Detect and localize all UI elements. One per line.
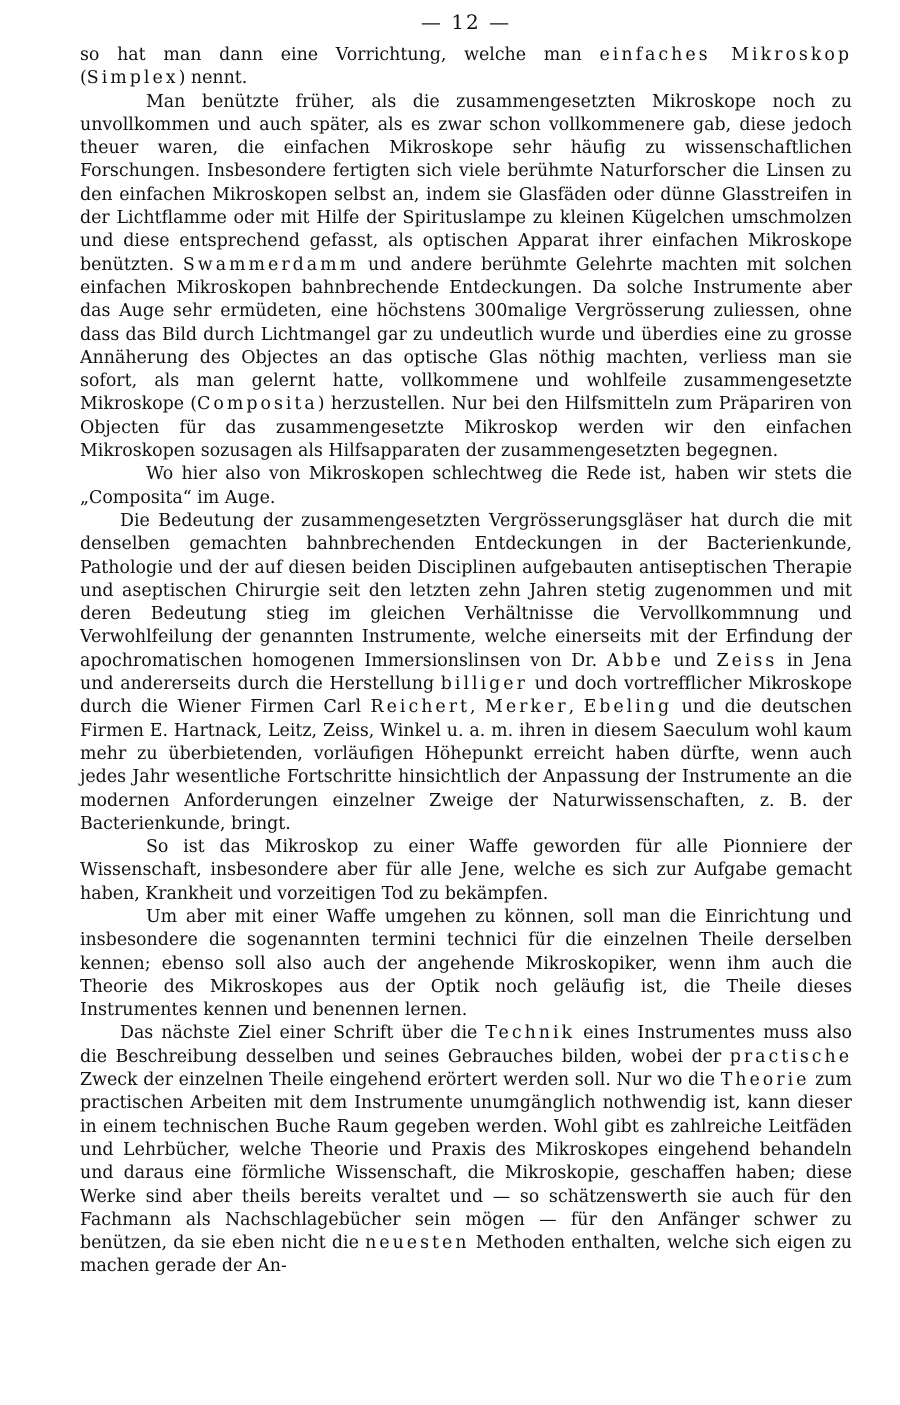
spaced-emphasis: Reichert — [370, 697, 471, 718]
spaced-emphasis: Merker — [485, 697, 569, 718]
paragraph-significance: Die Bedeutung der zusammengesetzten Vergrösserungsgläser hat durch die mit denselben gemachten bahnbrechenden Entdeckungen in der Bacterienkunde, Pathologie und der auf diesen beiden Disciplinen aufgebauten antiseptischen Therapie und aseptischen Chirurgie seit den letzten zehn Jahren stetig zugenommen und mit deren Bedeutung stieg im gleichen Verhältnisse die Vervollkommnung und Verwohlfeilung der genannten Instrumente, welche einerseits mit der Erfindung der apochromatischen homogenen Immersionslinsen von Dr. Abbe und Zeiss in Jena und andererseits durch die Herstellung billiger und doch vortrefflicher Mikroskope durch die Wiener Firmen Carl Reichert, Merker, Ebeling und die deutschen Firmen E. Hartnack, Leitz, Zeiss, Winkel u. a. m. ihren in diesem Saeculum wohl kaum mehr zu überbietenden, vorläufigen Höhepunkt erreicht haben dürfte, wenn auch jedes Jahr wesentliche Fortschritte hinsichtlich der Anpassung der Instrumente an die modernen Anforderungen einzelner Zweige der Naturwissenschaften, z. B. der Bacterienkunde, bringt. — [80, 510, 853, 834]
spaced-emphasis: Abbe — [606, 650, 664, 671]
spaced-emphasis: Simplex — [86, 68, 179, 89]
paragraph-continuation: so hat man dann eine Vorrichtung, welche man einfaches Mikroskop (Simplex) nennt. — [80, 45, 852, 89]
spaced-emphasis: Ebeling — [583, 697, 673, 718]
spaced-emphasis: einfaches Mikroskop — [599, 45, 852, 65]
spaced-emphasis: billiger — [440, 674, 528, 695]
paragraph-weapon: So ist das Mikroskop zu einer Waffe geworden für alle Pionniere der Wissenschaft, insbesondere aber für alle Jene, welche es sich zur Aufgabe gemacht haben, Krankheit und vorzeitigen Tod zu bekämpfen. — [80, 837, 852, 904]
spaced-emphasis: neuesten — [365, 1233, 470, 1254]
spaced-emphasis: Technik — [485, 1023, 576, 1044]
spaced-emphasis: Zeiss — [716, 650, 778, 671]
paragraph-goal-of-writing: Das nächste Ziel einer Schrift über die Technik eines Instrumentes muss also die Beschreibung desselben und seines Gebrauches bilden, wobei der practische Zweck der einzelnen Theile eingehend erörtert werden soll. Nur wo die Theorie zum practischen Arbeiten mit dem Instrumente unumgänglich nothwendig ist, kann dieser in einem technischen Buche Raum gegeben werden. Wohl gibt es zahlreiche Leitfäden und Lehrbücher, welche Theorie und Praxis des Mikroskopes eingehend behandeln und daraus eine förmliche Wissenschaft, die Mikroskopie, geschaffen haben; diese Werke sind aber theils bereits veraltet und — so schätzenswerth sie auch für den Fachmann als Nachschlagebücher sein mögen — für den Anfänger schwer zu benützen, da sie eben nicht die neuesten Methoden enthalten, welche sich eigen zu machen gerade der An- — [80, 1023, 852, 1277]
paragraph-composita-note: Wo hier also von Mikroskopen schlechtweg die Rede ist, haben wir stets die „Composita“ im Auge. — [80, 464, 852, 508]
spaced-emphasis: practische — [729, 1046, 852, 1067]
spaced-emphasis: Theorie — [720, 1070, 810, 1091]
spaced-emphasis: Composita — [197, 394, 318, 415]
page-number: — 12 — — [420, 10, 512, 34]
spaced-emphasis: Swammerdamm — [182, 254, 360, 275]
paragraph-simple-microscopes-history: Man benützte früher, als die zusammengesetzten Mikroskope noch zu unvollkommen und auch später, als es zwar schon vollkommenere gab, diese jedoch theuer waren, die einfachen Mikroskope sehr häufig zu wissenschaftlichen Forschungen. Insbesondere fertigten sich viele berühmte Naturforscher die Linsen zu den einfachen Mikroskopen selbst an, indem sie Glasfäden oder dünne Glasstreifen in der Lichtflamme oder mit Hilfe der Spirituslampe zu kleinen Kügelchen umschmolzen und diese entsprechend gefasst, als optischen Apparat ihrer einfachen Mikroskope benützten. Swammerdamm und andere berühmte Gelehrte machten mit solchen einfachen Mikroskopen bahnbrechende Entdeckungen. Da solche Instrumente aber das Auge sehr ermüdeten, eine höchstens 300malige Vergrösserung zuliessen, ohne dass das Bild durch Lichtmangel gar zu undeutlich wurde und überdies eine zu grosse Annäherung des Objectes an das optische Glas nöthig machten, verliess man sie sofort, als man gelernt hatte, vollkommene und wohlfeile zusammengesetzte Mikroskope (Composita) herzustellen. Nur bei den Hilfsmitteln zum Präpariren von Objecten für das zusammengesetzte Mikroskop werden wir den einfachen Mikroskopen sozusagen als Hilfsapparaten der zusammengesetzten begegnen. — [80, 91, 853, 462]
book-page — [80, 10, 852, 1279]
paragraph-termini-technici: Um aber mit einer Waffe umgehen zu können, soll man die Einrichtung und insbesondere die sogenannten termini technici für die einzelnen Theile derselben kennen; ebenso soll also auch der angehende Mikroskopiker, wenn ihm auch die Theorie des Mikroskopes aus der Optik noch geläufig ist, die Theile dieses Instrumentes kennen und benennen lernen. — [80, 906, 852, 1021]
